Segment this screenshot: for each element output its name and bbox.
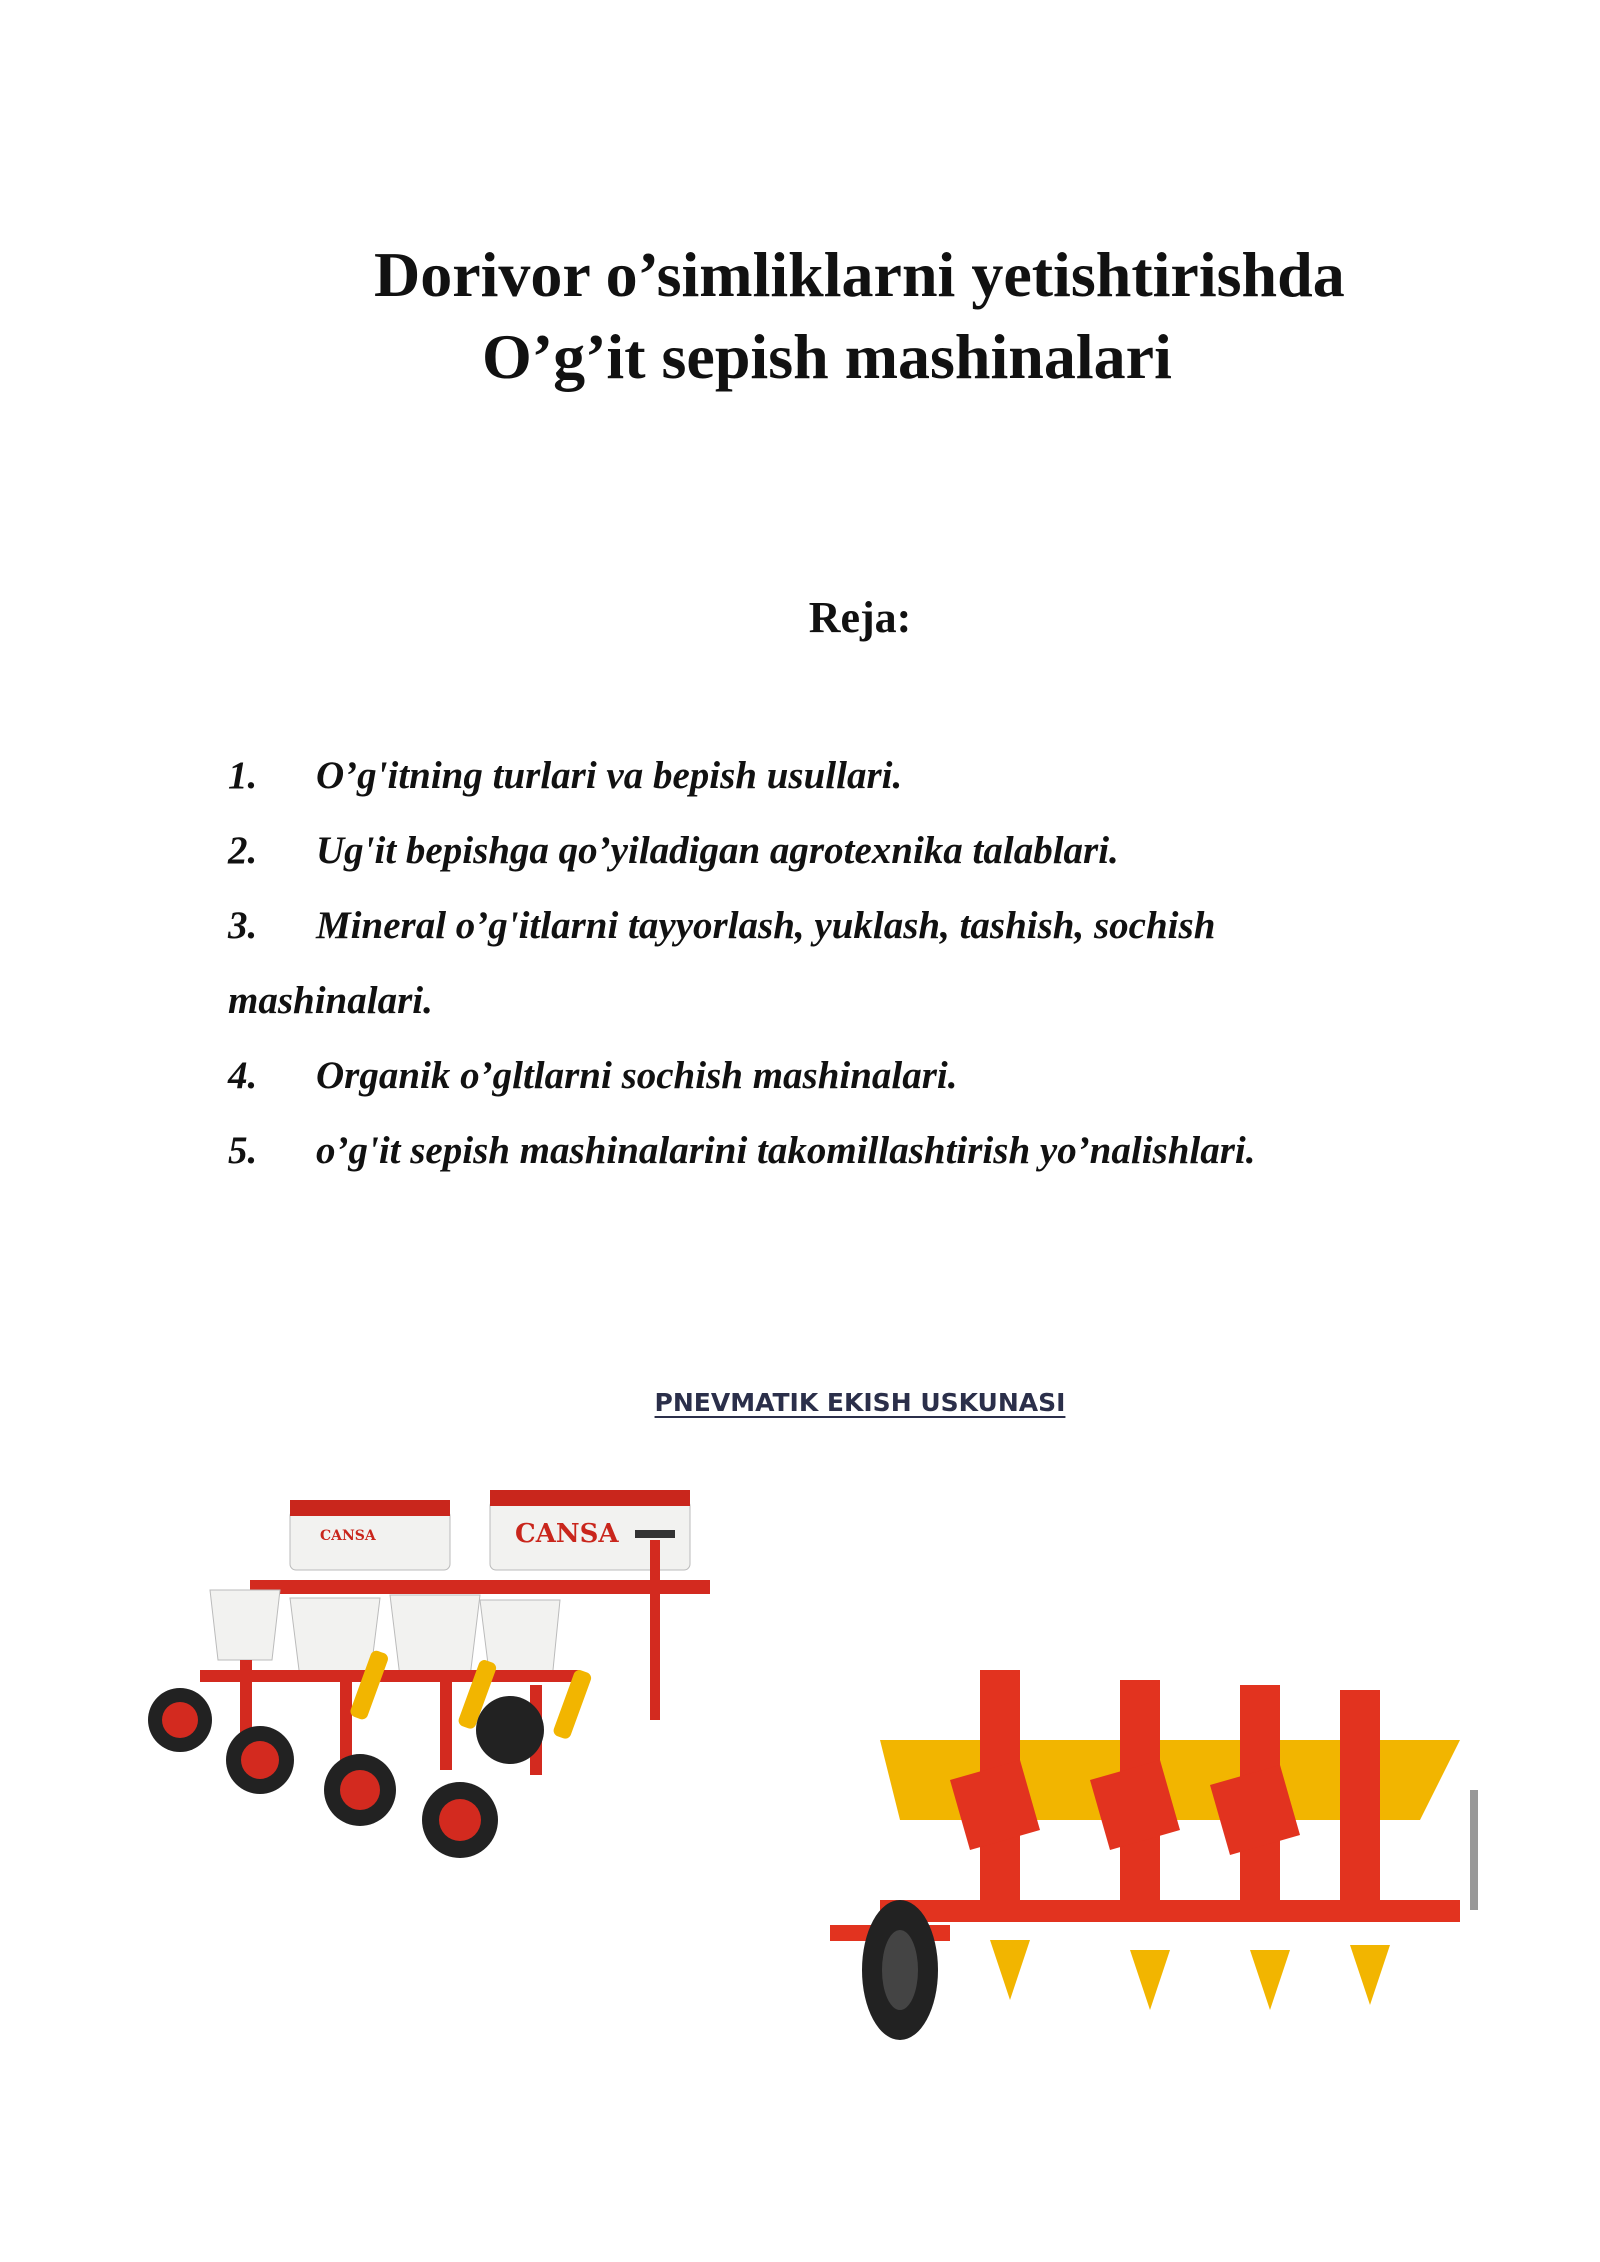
plan-item: 5. o’g'it sepish mashinalarini takomillashtirish yo’nalishlari. — [228, 1129, 1256, 1172]
rear-hoppers — [290, 1490, 690, 1570]
wheel — [862, 1900, 938, 2040]
pneumatic-seeder-image-2 — [820, 1660, 1495, 2090]
brand-label-large: CANSA — [515, 1519, 619, 1549]
plan-item-continuation: mashinalari. — [228, 979, 433, 1022]
plan-heading: Reja: — [808, 593, 912, 642]
figure-caption: PNEVMATIK EKISH USKUNASI — [654, 1388, 1066, 1417]
pneumatic-seeder-image-1 — [130, 1470, 790, 1900]
brand-label-small: CANSA — [320, 1528, 376, 1544]
plan-list — [228, 738, 1428, 1188]
document-title-line-1: Dorivor o’simliklarni yetishtirishda — [374, 239, 1345, 310]
plan-item: 2. Ug'it bepishga qo’yiladigan agrotexnika talablari. — [228, 829, 1119, 872]
document-title-line-2: O’g’it sepish mashinalari — [482, 321, 1172, 392]
plan-item: 4. Organik o’gltlarni sochish mashinalari. — [228, 1054, 958, 1097]
plan-item: 1. O’g'itning turlari va bepish usullari. — [228, 754, 903, 797]
plan-item: 3. Mineral o’g'itlarni tayyorlash, yuklash, tashish, sochish — [228, 904, 1216, 947]
